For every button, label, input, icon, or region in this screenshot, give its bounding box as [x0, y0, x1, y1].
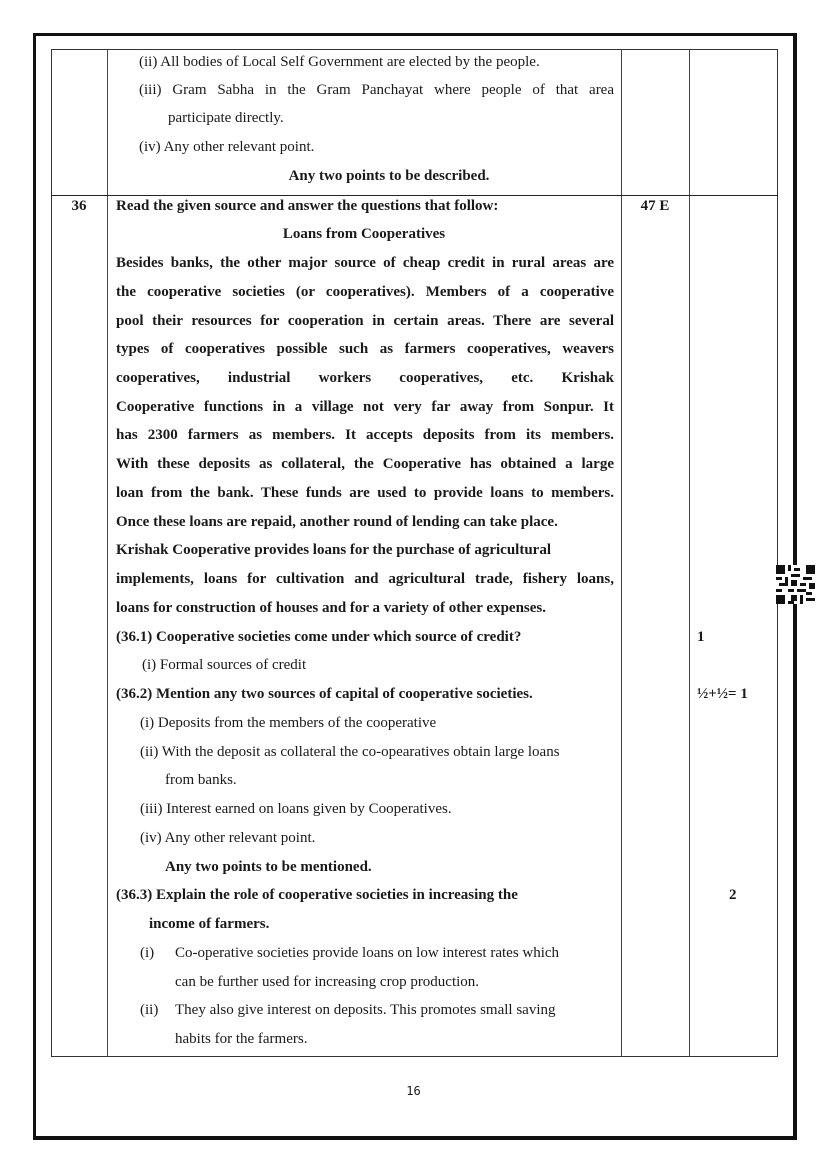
- marks-36-3: 2: [729, 887, 737, 903]
- answer-point-cont: can be further used for increasing crop production.: [175, 974, 480, 990]
- answer-number: (ii): [140, 1002, 159, 1018]
- question-ref: 47 E: [640, 198, 670, 214]
- sub-question-36-3: (36.3) Explain the role of cooperative societies in increasing the: [116, 887, 518, 903]
- qr-code-icon: [776, 565, 815, 604]
- sub-question-36-2: (36.2) Mention any two sources of capital of cooperative societies.: [116, 686, 533, 702]
- sub-question-36-1: (36.1) Cooperative societies come under which source of credit?: [116, 629, 522, 645]
- marking-note: Any two points to be mentioned.: [165, 859, 372, 875]
- passage-line: pool their resources for cooperation in certain areas. There are several: [116, 313, 614, 329]
- answer-point: (i) Formal sources of credit: [142, 657, 307, 673]
- passage-line: loan from the bank. These funds are used to provide loans to members.: [116, 485, 614, 501]
- passage-line: has 2300 farmers as members. It accepts deposits from its members.: [116, 427, 614, 443]
- passage-line: Besides banks, the other major source of cheap credit in rural areas are: [116, 255, 614, 271]
- question-number: 36: [71, 198, 87, 214]
- marks-36-2: ½+½= 1: [697, 686, 748, 702]
- passage-line: Krishak Cooperative provides loans for the purchase of agricultural: [116, 542, 551, 558]
- passage-line: implements, loans for cultivation and agricultural trade, fishery loans,: [116, 571, 614, 587]
- answer-point: (ii) With the deposit as collateral the co-opearatives obtain large loans: [140, 744, 560, 760]
- marking-note: Any two points to be described.: [288, 168, 490, 184]
- answer-point: Co-operative societies provide loans on low interest rates which: [175, 945, 560, 961]
- answer-point: (ii) All bodies of Local Self Government are elected by the people.: [139, 54, 540, 70]
- passage-line: types of cooperatives possible such as farmers cooperatives, weavers: [116, 341, 614, 357]
- source-title: Loans from Cooperatives: [282, 226, 446, 242]
- passage-line: Once these loans are repaid, another round of lending can take place.: [116, 514, 558, 530]
- answer-point: (iii) Interest earned on loans given by Cooperatives.: [140, 801, 452, 817]
- passage-line: With these deposits as collateral, the Cooperative has obtained a large: [116, 456, 614, 472]
- answer-point: (iv) Any other relevant point.: [139, 139, 315, 155]
- column-divider: [689, 49, 690, 1057]
- passage-line: cooperatives, industrial workers cooperatives, etc. Krishak: [116, 370, 614, 386]
- column-divider: [107, 49, 108, 1057]
- answer-point-cont: from banks.: [165, 772, 237, 788]
- question-instruction: Read the given source and answer the questions that follow:: [116, 198, 499, 214]
- answer-point-cont: habits for the farmers.: [175, 1031, 308, 1047]
- passage-line: the cooperative societies (or cooperatives). Members of a cooperative: [116, 284, 614, 300]
- sub-question-36-3-cont: income of farmers.: [149, 916, 270, 932]
- answer-point: (i) Deposits from the members of the cooperative: [140, 715, 437, 731]
- answer-point-cont: participate directly.: [168, 110, 284, 126]
- answer-point: They also give interest on deposits. This promotes small saving: [175, 1002, 556, 1018]
- marks-36-1: 1: [697, 629, 705, 645]
- answer-number: (i): [140, 945, 155, 961]
- answer-point: (iv) Any other relevant point.: [140, 830, 316, 846]
- page-number: 16: [406, 1084, 421, 1098]
- passage-line: Cooperative functions in a village not very far away from Sonpur. It: [116, 399, 614, 415]
- answer-point: (iii) Gram Sabha in the Gram Panchayat where people of that area: [139, 82, 614, 98]
- passage-line: loans for construction of houses and for a variety of other expenses.: [116, 600, 546, 616]
